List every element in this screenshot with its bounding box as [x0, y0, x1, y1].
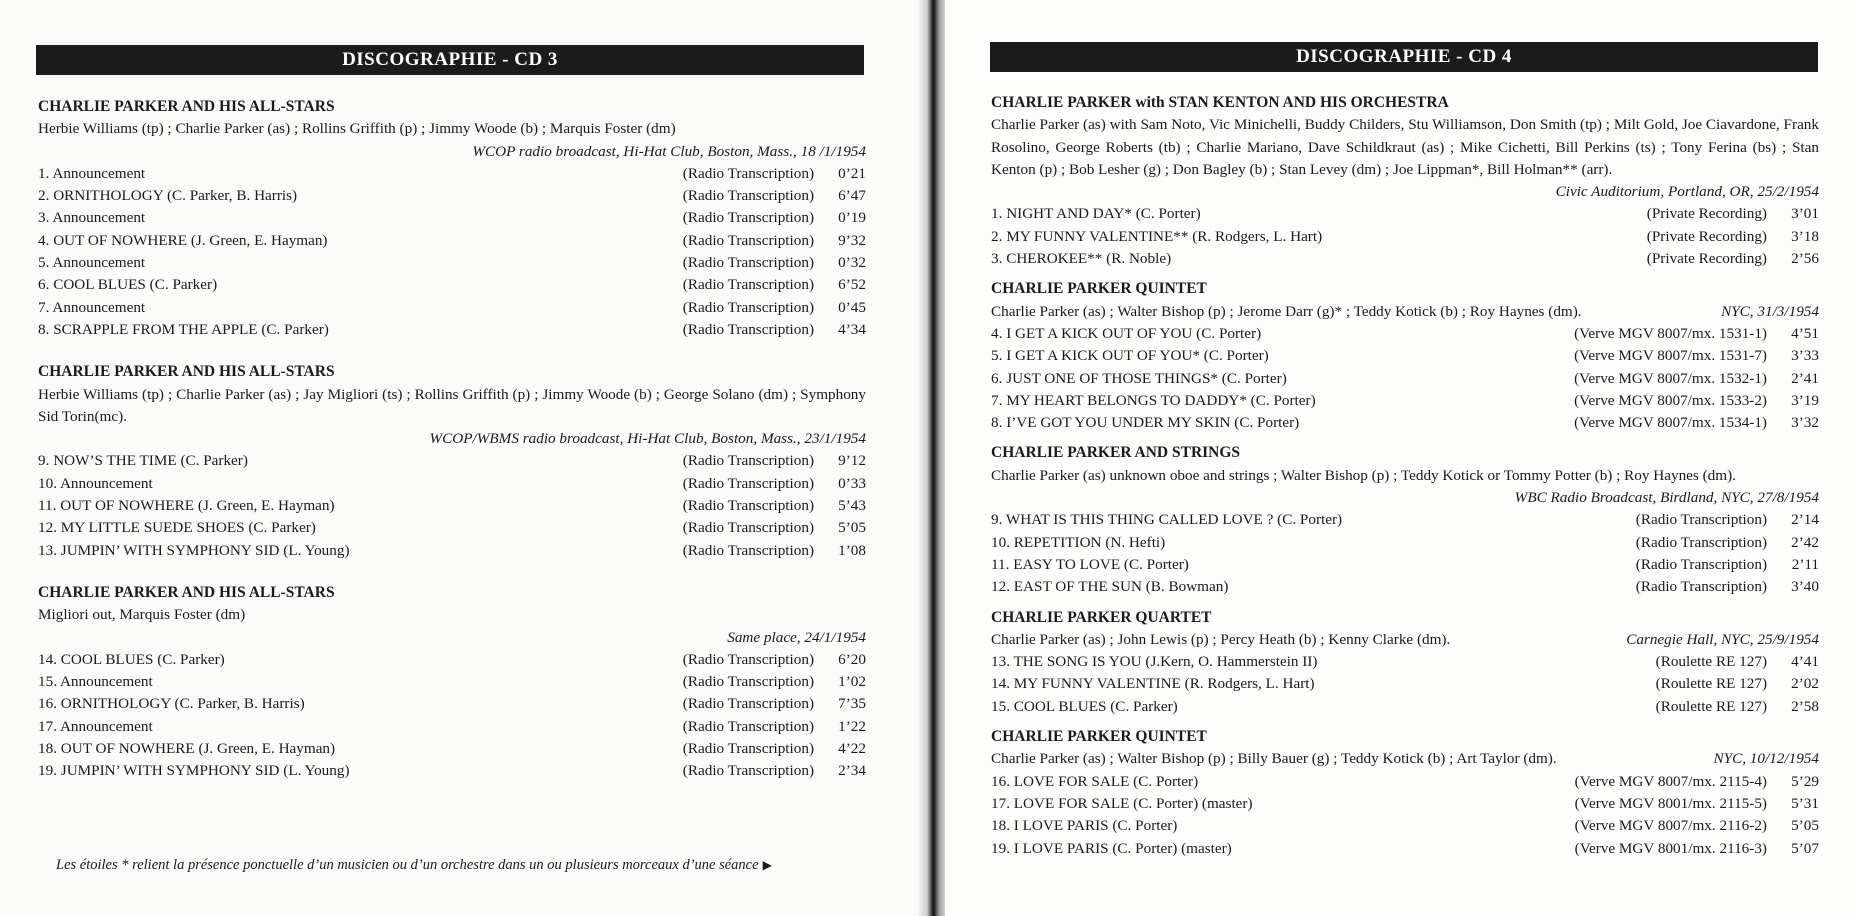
track-row [38, 252, 866, 274]
track-title: 11. EASY TO LOVE (C. Porter) [991, 555, 1189, 573]
track-title: 13. THE SONG IS YOU (J.Kern, O. Hammerstein II) [991, 653, 1318, 671]
track-label: (Radio Transcription) [682, 209, 814, 227]
track-duration: 0’19 [838, 209, 866, 227]
track-row [38, 649, 866, 671]
track-title: 4. I GET A KICK OUT OF YOU (C. Porter) [991, 324, 1262, 342]
page-heading: DISCOGRAPHIE - CD 4 [990, 42, 1818, 72]
track-label: (Private Recording) [1646, 205, 1767, 223]
track-duration: 5’07 [1791, 839, 1819, 857]
track-duration: 7’35 [838, 695, 866, 713]
track-label: (Roulette RE 127) [1655, 697, 1767, 715]
track-label: (Radio Transcription) [682, 541, 814, 559]
track-row [38, 230, 866, 252]
session-place-date: Same place, 24/1/1954 [727, 628, 866, 646]
track-row [38, 716, 866, 738]
track-title: 11. OUT OF NOWHERE (J. Green, E. Hayman) [38, 497, 335, 515]
track-row [991, 815, 1819, 837]
track-row [991, 554, 1819, 576]
track-row [38, 495, 866, 517]
track-title: 9. WHAT IS THIS THING CALLED LOVE ? (C. Porter) [991, 511, 1343, 529]
track-title: 5. I GET A KICK OUT OF YOU* (C. Porter) [991, 347, 1269, 365]
track-title: 15. Announcement [38, 673, 153, 691]
track-label: (Radio Transcription) [682, 254, 814, 272]
session-title: CHARLIE PARKER AND STRINGS [991, 444, 1241, 462]
track-duration: 3’18 [1791, 227, 1819, 245]
session-title: CHARLIE PARKER QUINTET [991, 728, 1207, 746]
track-duration: 5’05 [838, 519, 866, 537]
track-title: 18. OUT OF NOWHERE (J. Green, E. Hayman) [38, 740, 336, 758]
session-block [991, 92, 1819, 270]
track-duration: 3’19 [1791, 391, 1819, 409]
track-duration: 6’47 [838, 187, 866, 205]
discography-column [38, 96, 866, 803]
track-label: (Roulette RE 127) [1655, 675, 1767, 693]
track-row [38, 517, 866, 539]
track-duration: 2’14 [1791, 511, 1819, 529]
track-duration: 0’45 [838, 298, 866, 316]
track-label: (Private Recording) [1646, 227, 1767, 245]
track-label: (Verve MGV 8007/mx. 1532-1) [1574, 369, 1767, 387]
track-row [991, 673, 1819, 695]
session-personnel: Charlie Parker (as) with Sam Noto, Vic Minichelli, Buddy Childers, Stu Williamson, Don Smith (tp) ; Milt Gold, Joe Ciavardone, Frank Rosolino, George Roberts (tb) ; Charlie Mariano, Dave Schildkraut (as) ; Mike Cichetti, Bill Perkins (ts) ; Tony Ferina (bs) ; Stan Kenton (p) ; Bob Lesher (g) ; Don Bagley (b) ; Stan Levey (dm) ; Joe Lippman*, Bill Holman** (arr). [991, 116, 1819, 178]
session-title: CHARLIE PARKER QUARTET [991, 608, 1212, 626]
track-title: 15. COOL BLUES (C. Parker) [991, 697, 1178, 715]
track-label: (Radio Transcription) [682, 497, 814, 515]
track-duration: 2’41 [1791, 369, 1819, 387]
track-label: (Verve MGV 8001/mx. 2115-5) [1574, 794, 1767, 812]
session-place-date: NYC, 31/3/1954 [1721, 302, 1819, 320]
track-duration: 6’20 [838, 650, 866, 668]
track-row [38, 450, 866, 472]
track-row [991, 771, 1819, 793]
track-title: 8. I’VE GOT YOU UNDER MY SKIN (C. Porter) [991, 414, 1300, 432]
track-duration: 3’40 [1791, 578, 1819, 596]
track-duration: 4’41 [1791, 653, 1819, 671]
track-duration: 2’02 [1791, 675, 1819, 693]
track-duration: 9’32 [838, 231, 866, 249]
track-duration: 2’56 [1791, 250, 1819, 268]
track-title: 3. Announcement [38, 209, 146, 227]
track-title: 13. JUMPIN’ WITH SYMPHONY SID (L. Young) [38, 541, 350, 559]
track-title: 17. LOVE FOR SALE (C. Porter) (master) [991, 794, 1253, 812]
track-label: (Private Recording) [1646, 250, 1767, 268]
track-label: (Radio Transcription) [682, 474, 814, 492]
session-block [38, 582, 866, 783]
track-title: 1. NIGHT AND DAY* (C. Porter) [991, 205, 1201, 223]
session-title: CHARLIE PARKER AND HIS ALL-STARS [38, 98, 335, 115]
track-title: 8. SCRAPPLE FROM THE APPLE (C. Parker) [38, 320, 329, 338]
track-duration: 3’33 [1791, 347, 1819, 365]
track-label: (Verve MGV 8007/mx. 1534-1) [1574, 414, 1767, 432]
track-title: 12. MY LITTLE SUEDE SHOES (C. Parker) [38, 519, 316, 537]
track-row [991, 390, 1819, 412]
track-row [38, 297, 866, 319]
track-label: (Radio Transcription) [682, 740, 814, 758]
play-arrow-icon: ▶ [762, 858, 772, 872]
track-label: (Verve MGV 8007/mx. 1533-2) [1574, 391, 1767, 409]
session-personnel: Charlie Parker (as) ; Walter Bishop (p) ; Billy Bauer (g) ; Teddy Kotick (b) ; Art Taylor (dm). [991, 750, 1557, 768]
track-label: (Radio Transcription) [1635, 533, 1767, 551]
track-label: (Radio Transcription) [682, 650, 814, 668]
track-duration: 1’02 [838, 673, 866, 691]
track-title: 10. Announcement [38, 474, 153, 492]
session-place-date: WBC Radio Broadcast, Birdland, NYC, 27/8/1954 [1514, 489, 1819, 507]
session-title: CHARLIE PARKER QUINTET [991, 280, 1207, 298]
session-personnel: Herbie Williams (tp) ; Charlie Parker (as) ; Rollins Griffith (p) ; Jimmy Woode (b) ; Marquis Foster (dm) [38, 120, 676, 138]
track-title: 6. COOL BLUES (C. Parker) [38, 276, 218, 294]
track-duration: 2’58 [1791, 697, 1819, 715]
track-row [991, 696, 1819, 718]
session-block [991, 278, 1819, 434]
track-row [38, 738, 866, 760]
footnote-text: Les étoiles * relient la présence ponctuelle d’un musicien ou d’un orchestre dans un ou plusieurs morceaux d’une séance [56, 857, 759, 873]
session-info-row [991, 629, 1819, 651]
track-row [38, 473, 866, 495]
track-duration: 4’34 [838, 320, 866, 338]
track-row [38, 693, 866, 715]
session-block [991, 442, 1819, 598]
session-block [991, 726, 1819, 860]
track-row [38, 185, 866, 207]
track-duration: 4’22 [838, 740, 866, 758]
session-personnel: Charlie Parker (as) ; Walter Bishop (p) ; Jerome Darr (g)* ; Teddy Kotick (b) ; Roy Haynes (dm). [991, 302, 1582, 320]
track-row [991, 532, 1819, 554]
track-label: (Radio Transcription) [682, 276, 814, 294]
track-label: (Radio Transcription) [682, 695, 814, 713]
track-label: (Radio Transcription) [682, 673, 814, 691]
track-title: 16. ORNITHOLOGY (C. Parker, B. Harris) [38, 695, 305, 713]
track-duration: 2’34 [838, 762, 866, 780]
track-label: (Radio Transcription) [682, 452, 814, 470]
track-row [991, 793, 1819, 815]
track-row [991, 248, 1819, 270]
track-label: (Verve MGV 8007/mx. 1531-7) [1574, 347, 1767, 365]
track-row [38, 274, 866, 296]
session-title: CHARLIE PARKER AND HIS ALL-STARS [38, 363, 335, 381]
track-title: 14. COOL BLUES (C. Parker) [38, 650, 225, 668]
track-label: (Radio Transcription) [682, 298, 814, 316]
track-row [38, 163, 866, 185]
track-title: 4. OUT OF NOWHERE (J. Green, E. Hayman) [38, 231, 328, 249]
track-row [991, 838, 1819, 860]
session-place-date: WCOP radio broadcast, Hi-Hat Club, Boston, Mass., 18 /1/1954 [472, 142, 866, 160]
session-place-date: Civic Auditorium, Portland, OR, 25/2/1954 [1555, 183, 1819, 201]
track-title: 7. Announcement [38, 298, 146, 316]
session-block [38, 96, 866, 341]
track-row [38, 760, 866, 782]
track-title: 16. LOVE FOR SALE (C. Porter) [991, 772, 1199, 790]
track-duration: 1’22 [838, 717, 866, 735]
track-title: 10. REPETITION (N. Hefti) [991, 533, 1166, 551]
right-page [945, 0, 1856, 916]
track-row [991, 651, 1819, 673]
session-title: CHARLIE PARKER AND HIS ALL-STARS [38, 583, 335, 601]
track-label: (Radio Transcription) [682, 187, 814, 205]
session-personnel: Migliori out, Marquis Foster (dm) [38, 606, 246, 624]
track-title: 7. MY HEART BELONGS TO DADDY* (C. Porter) [991, 391, 1316, 409]
track-label: (Roulette RE 127) [1655, 653, 1767, 671]
track-title: 1. Announcement [38, 164, 146, 182]
track-title: 3. CHEROKEE** (R. Noble) [991, 250, 1172, 268]
track-title: 19. I LOVE PARIS (C. Porter) (master) [991, 839, 1232, 857]
track-row [991, 226, 1819, 248]
session-info-row [991, 301, 1819, 323]
track-title: 12. EAST OF THE SUN (B. Bowman) [991, 578, 1229, 596]
session-block [991, 607, 1819, 718]
track-duration: 5’05 [1791, 817, 1819, 835]
session-title: CHARLIE PARKER with STAN KENTON AND HIS ORCHESTRA [991, 94, 1449, 111]
track-title: 2. MY FUNNY VALENTINE** (R. Rodgers, L. Hart) [991, 227, 1323, 245]
track-label: (Radio Transcription) [1635, 555, 1767, 573]
track-title: 18. I LOVE PARIS (C. Porter) [991, 817, 1178, 835]
track-title: 17. Announcement [38, 717, 153, 735]
track-title: 6. JUST ONE OF THOSE THINGS* (C. Porter) [991, 369, 1287, 387]
track-duration: 2’11 [1791, 555, 1819, 573]
track-label: (Radio Transcription) [1635, 511, 1767, 529]
session-info-row [991, 748, 1819, 770]
track-duration: 4’51 [1791, 324, 1819, 342]
session-place-date: NYC, 10/12/1954 [1713, 750, 1819, 768]
track-row [38, 671, 866, 693]
track-duration: 0’33 [838, 474, 866, 492]
track-row [991, 323, 1819, 345]
track-duration: 5’43 [838, 497, 866, 515]
track-title: 14. MY FUNNY VALENTINE (R. Rodgers, L. Hart) [991, 675, 1315, 693]
track-label: (Radio Transcription) [682, 717, 814, 735]
track-row [991, 345, 1819, 367]
track-title: 2. ORNITHOLOGY (C. Parker, B. Harris) [38, 187, 298, 205]
track-row [38, 319, 866, 341]
track-label: (Radio Transcription) [1635, 578, 1767, 596]
discography-column [991, 92, 1819, 868]
track-duration: 3’01 [1791, 205, 1819, 223]
track-duration: 9’12 [838, 452, 866, 470]
track-row [991, 576, 1819, 598]
track-row [991, 368, 1819, 390]
track-title: 5. Announcement [38, 254, 146, 272]
track-label: (Radio Transcription) [682, 519, 814, 537]
footnote [56, 857, 772, 874]
book-spine-gutter [918, 0, 948, 916]
track-label: (Verve MGV 8001/mx. 2116-3) [1574, 839, 1767, 857]
track-title: 19. JUMPIN’ WITH SYMPHONY SID (L. Young) [38, 762, 350, 780]
track-duration: 0’32 [838, 254, 866, 272]
track-duration: 2’42 [1791, 533, 1819, 551]
track-duration: 1’08 [838, 541, 866, 559]
track-duration: 5’29 [1791, 772, 1819, 790]
track-duration: 6’52 [838, 276, 866, 294]
track-row [38, 540, 866, 562]
track-duration: 0’21 [838, 164, 866, 182]
track-row [991, 412, 1819, 434]
track-duration: 5’31 [1791, 794, 1819, 812]
track-label: (Verve MGV 8007/mx. 1531-1) [1574, 324, 1767, 342]
session-block [38, 361, 866, 562]
session-place-date: WCOP/WBMS radio broadcast, Hi-Hat Club, Boston, Mass., 23/1/1954 [429, 430, 866, 448]
track-label: (Radio Transcription) [682, 164, 814, 182]
track-label: (Radio Transcription) [682, 320, 814, 338]
track-label: (Verve MGV 8007/mx. 2115-4) [1574, 772, 1767, 790]
track-title: 9. NOW’S THE TIME (C. Parker) [38, 452, 248, 470]
track-label: (Radio Transcription) [682, 231, 814, 249]
track-row [991, 203, 1819, 225]
session-personnel: Charlie Parker (as) unknown oboe and strings ; Walter Bishop (p) ; Teddy Kotick or Tommy Potter (b) ; Roy Haynes (dm). [991, 466, 1736, 484]
session-personnel: Charlie Parker (as) ; John Lewis (p) ; Percy Heath (b) ; Kenny Clarke (dm). [991, 630, 1451, 648]
track-label: (Verve MGV 8007/mx. 2116-2) [1574, 817, 1767, 835]
page-heading: DISCOGRAPHIE - CD 3 [36, 45, 864, 75]
track-row [38, 207, 866, 229]
track-label: (Radio Transcription) [682, 762, 814, 780]
session-personnel: Herbie Williams (tp) ; Charlie Parker (as) ; Jay Migliori (ts) ; Rollins Griffith (p) ; Jimmy Woode (b) ; George Solano (dm) ; Symphony Sid Torin(mc). [38, 385, 866, 425]
session-place-date: Carnegie Hall, NYC, 25/9/1954 [1626, 630, 1819, 648]
left-page [0, 0, 925, 916]
track-duration: 3’32 [1791, 414, 1819, 432]
track-row [991, 509, 1819, 531]
